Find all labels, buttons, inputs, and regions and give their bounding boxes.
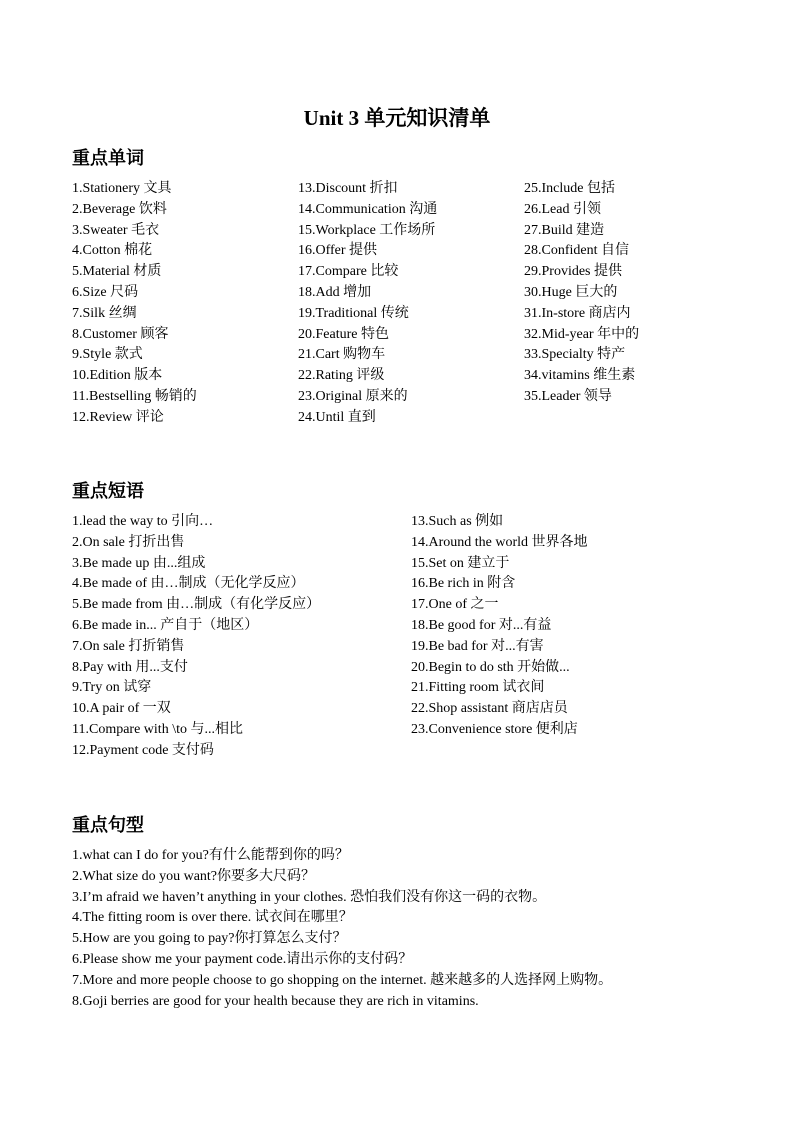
vocabulary-item: 5.Material 材质	[72, 264, 162, 280]
vocabulary-item: 7.Silk 丝绸	[72, 305, 137, 321]
phrase-item: 18.Be good for 对...有益	[411, 617, 552, 633]
vocabulary-item: 2.Beverage 饮料	[72, 201, 167, 217]
phrase-item: 14.Around the world 世界各地	[411, 534, 588, 550]
vocabulary-item: 14.Communication 沟通	[298, 201, 438, 217]
vocabulary-item: 33.Specialty 特产	[524, 347, 626, 363]
vocabulary-item: 22.Rating 评级	[298, 368, 385, 384]
sentences-heading: 重点句型	[72, 815, 144, 835]
phrase-item: 13.Such as 例如	[411, 514, 504, 529]
phrase-item: 22.Shop assistant 商店店员	[411, 701, 568, 717]
phrases-heading: 重点短语	[72, 481, 144, 501]
vocabulary-heading: 重点单词	[72, 148, 144, 168]
phrases-column-2	[411, 512, 588, 741]
vocabulary-item: 20.Feature 特色	[298, 326, 389, 342]
phrases-column-1	[72, 512, 320, 762]
phrase-item: 17.One of 之一	[411, 597, 499, 613]
sentence-item: 4.The fitting room is over there. 试衣间在哪里？	[72, 910, 353, 926]
phrase-item: 23.Convenience store 便利店	[411, 721, 578, 737]
vocabulary-item: 12.Review 评论	[72, 409, 164, 425]
sentence-item: 5.How are you going to pay?你打算怎么支付？	[72, 931, 347, 947]
vocabulary-column-3	[524, 179, 639, 408]
vocabulary-item: 10.Edition 版本	[72, 368, 163, 384]
sentence-item: 1.what can I do for you?有什么能帮到你的吗？	[72, 848, 349, 863]
vocabulary-item: 4.Cotton 棉花	[72, 243, 153, 259]
vocabulary-item: 13.Discount 折扣	[298, 181, 398, 196]
vocabulary-item: 21.Cart 购物车	[298, 347, 386, 363]
vocabulary-item: 16.Offer 提供	[298, 243, 378, 259]
vocabulary-item: 25.Include 包括	[524, 181, 615, 196]
sentence-item: 2.What size do you want?你要多大尺码？	[72, 868, 316, 884]
phrase-item: 20.Begin to do sth 开始做...	[411, 659, 570, 675]
phrase-item: 19.Be bad for 对...有害	[411, 638, 544, 654]
vocabulary-item: 29.Provides 提供	[524, 264, 622, 280]
vocabulary-item: 31.In-store 商店内	[524, 305, 631, 321]
phrase-item: 12.Payment code 支付码	[72, 742, 214, 758]
vocabulary-item: 8.Customer 顾客	[72, 326, 169, 342]
vocabulary-item: 9.Style 款式	[72, 347, 143, 363]
sentence-item: 3.I’m afraid we haven’t anything in your clothes. 恐怕我们没有你这一码的衣物。	[72, 889, 547, 905]
vocabulary-item: 23.Original 原来的	[298, 388, 408, 404]
vocabulary-item: 17.Compare 比较	[298, 264, 399, 280]
phrase-item: 21.Fitting room 试衣间	[411, 680, 545, 696]
vocabulary-item: 32.Mid-year 年中的	[524, 326, 640, 342]
phrase-item: 11.Compare with \to 与...相比	[72, 721, 243, 737]
vocabulary-item: 18.Add 增加	[298, 284, 372, 300]
sentence-item: 7.More and more people choose to go shopping on the internet. 越来越多的人选择网上购物。	[72, 972, 613, 988]
vocabulary-item: 3.Sweater 毛衣	[72, 222, 160, 238]
vocabulary-item: 1.Stationery 文具	[72, 181, 172, 196]
phrase-item: 3.Be made up 由...组成	[72, 555, 206, 571]
vocabulary-item: 15.Workplace 工作场所	[298, 222, 436, 238]
vocabulary-item: 27.Build 建造	[524, 222, 605, 238]
sentences-list	[72, 846, 612, 1012]
vocabulary-item: 19.Traditional 传统	[298, 305, 409, 321]
vocabulary-item: 35.Leader 领导	[524, 388, 612, 404]
vocabulary-item: 11.Bestselling 畅销的	[72, 388, 197, 404]
sentence-item: 8.Goji berries are good for your health because they are rich in vitamins.	[72, 993, 479, 1009]
phrase-item: 5.Be made from 由…制成（有化学反应）	[72, 597, 321, 613]
phrase-item: 6.Be made in... 产自于（地区）	[72, 617, 259, 633]
phrase-item: 16.Be rich in 附含	[411, 576, 516, 592]
vocabulary-item: 28.Confident 自信	[524, 243, 629, 259]
phrase-item: 9.Try on 试穿	[72, 680, 152, 696]
phrase-item: 4.Be made of 由…制成（无化学反应）	[72, 576, 305, 592]
phrase-item: 8.Pay with 用...支付	[72, 659, 188, 675]
page-title: Unit 3 单元知识清单	[303, 106, 491, 130]
vocabulary-item: 26.Lead 引领	[524, 201, 601, 217]
vocabulary-item: 34.vitamins 维生素	[524, 368, 636, 384]
vocabulary-item: 6.Size 尺码	[72, 284, 139, 300]
phrase-item: 2.On sale 打折出售	[72, 534, 185, 550]
vocabulary-column-2	[298, 179, 437, 429]
phrase-item: 10.A pair of 一双	[72, 701, 171, 717]
vocabulary-item: 24.Until 直到	[298, 409, 376, 425]
vocabulary-column-1	[72, 179, 197, 429]
vocabulary-item: 30.Huge 巨大的	[524, 284, 618, 300]
phrase-item: 7.On sale 打折销售	[72, 638, 185, 654]
phrase-item: 1.lead the way to 引向…	[72, 514, 214, 529]
sentence-item: 6.Please show me your payment code.请出示你的支付码？	[72, 951, 413, 967]
phrase-item: 15.Set on 建立于	[411, 555, 510, 571]
